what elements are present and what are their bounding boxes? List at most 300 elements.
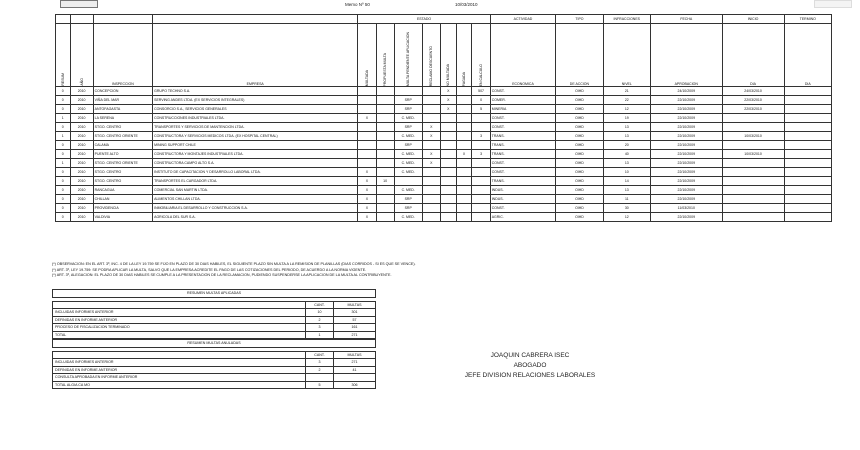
table-cell: INDUS. [490,195,556,204]
table-cell: 2010 [70,105,93,114]
summary-col-blank [53,301,306,309]
summary-row [53,331,376,339]
table-cell: 19 [603,114,650,123]
table-cell [472,159,490,168]
table-cell: 0 [56,204,71,213]
footnote: (*) OBSERVACION: EN EL ART. 3º, INC. 4 DE LA LEY 19.759 SE FIJO EN PLAZO DE 30 DIAS HABILES, EL SIGUIENTE PLAZO SIN MULTA A LA REMISION DE PLANILLAS (DIAS CORRIDOS - SI ES QUE SE VENCE). [52,262,416,266]
col-header-infracciones: INFRACCIONES [603,15,650,24]
table-cell: MINING SUPPORT CHILE [153,141,358,150]
table-cell [422,195,440,204]
table-cell [440,204,456,213]
table-cell [722,213,784,222]
table-cell: SRP [394,141,422,150]
table-cell: OIHD [556,204,603,213]
table-cell: OIHD [556,159,603,168]
table-cell: OIHD [556,96,603,105]
table-cell: SERVING ANDES LTDA. (EX SERVICIOS INTEGRALES) [153,96,358,105]
table-cell: 1 [56,114,71,123]
table-cell [456,132,472,141]
table-cell: 2010 [70,159,93,168]
table-cell [784,114,831,123]
summary-cell: 2 [306,316,334,324]
col-header [153,15,358,24]
table-cell [422,213,440,222]
table-cell: ANTOFAGASTA [93,105,152,114]
summary-row [53,366,376,374]
table-cell [422,168,440,177]
table-cell: 21 [603,87,650,96]
table-cell: 13 [603,132,650,141]
header-mark [814,0,852,8]
table-cell [440,195,456,204]
table-cell [784,195,831,204]
table-cell: 2010 [70,204,93,213]
table-cell: 2010 [70,123,93,132]
table-cell [440,186,456,195]
table-cell: 10 [603,168,650,177]
table-cell [472,141,490,150]
subheader-dia-termino: DIA [784,24,831,87]
table-cell [784,204,831,213]
table-cell: STGO. CENTRO ORIENTE [93,132,152,141]
table-cell: TRANS. [490,150,556,159]
summary-row [53,316,376,324]
col-header-fecha: FECHA [650,15,722,24]
table-cell: X [422,159,440,168]
table-cell: 1 [56,132,71,141]
table-cell: OIHD [556,195,603,204]
summary-cell: 3 [306,359,334,367]
table-cell [456,204,472,213]
table-cell: C. MED. [394,213,422,222]
table-cell [722,186,784,195]
table-cell: 0 [56,123,71,132]
table-cell: C. MED. [394,168,422,177]
summary-applied-title: RESUMEN MULTAS APLICADAS [53,290,376,298]
table-cell [358,159,376,168]
table-cell: C. MED. [394,150,422,159]
table-cell: GRUPO TECHNO S.A. [153,87,358,96]
table-cell: OIHD [556,177,603,186]
table-cell [784,96,831,105]
table-cell [376,114,394,123]
table-cell [422,105,440,114]
table-cell: 22/10/2009 [650,105,722,114]
table-cell [456,96,472,105]
summary-cell: 301 [334,309,376,317]
table-cell [784,168,831,177]
summary-row [53,381,376,389]
table-cell: CONST. [490,114,556,123]
summary-cell: 57 [334,316,376,324]
table-cell [784,159,831,168]
table-cell: TRANS. [490,141,556,150]
table-cell [784,150,831,159]
table-cell: OIHD [556,186,603,195]
subheader-nivel: NIVEL [603,24,650,87]
table-cell: SRP [394,204,422,213]
table-cell: 2010 [70,213,93,222]
table-cell: STGO. CENTRO [93,123,152,132]
estado-group-header: ESTADO [358,15,490,24]
table-row [56,114,832,123]
table-cell [456,186,472,195]
summary-cell: PROCESO DE FISCALIZACION TERMINADO [53,324,306,332]
table-row [56,141,832,150]
table-cell: 40 [603,150,650,159]
table-cell: AGRICOLA DEL SUR S.A. [153,213,358,222]
table-cell: 0 [56,213,71,222]
memo-date: 10/03/2010 [455,2,478,7]
table-cell [472,195,490,204]
table-cell: CALAMA [93,141,152,150]
table-cell: 0 [56,168,71,177]
table-cell [456,105,472,114]
summary-col-multas: MULTAS [334,351,376,359]
table-cell [422,186,440,195]
table-cell: 24/10/2009 [650,87,722,96]
subheader-ano: AÑO [70,24,93,87]
table-cell: 22/10/2009 [650,114,722,123]
table-cell [784,141,831,150]
table-cell [784,105,831,114]
signer-name: JOAQUIN CABRERA ISEC [490,352,570,359]
col-header [93,15,152,24]
table-cell [456,123,472,132]
subheader-inspeccion: INSPECCION [93,24,152,87]
table-cell: AGRIC. [490,213,556,222]
footnote: (*) ART. 3º, LEY 19.759: SE PODRA APLICAR LA MULTA, SALVO QUE LA EMPRESA ACREDITE EL PAGO DE LAS COTIZACIONES DEL PERIODO, DE ACUERDO A LA NORMA VIGENTE. [52,267,367,272]
summary-cell: 41 [334,366,376,374]
table-cell [784,132,831,141]
table-cell: 22/10/2009 [650,141,722,150]
table-cell: 22/10/2009 [650,96,722,105]
table-cell: STGO. CENTRO ORIENTE [93,159,152,168]
table-row [56,195,832,204]
table-cell: OIHD [556,132,603,141]
table-cell: OIHD [556,123,603,132]
table-cell: 22/03/2010 [722,105,784,114]
table-cell: X [358,168,376,177]
subheader-economica: ECONOMICA [490,24,556,87]
table-cell [376,123,394,132]
table-cell: OIHD [556,213,603,222]
col-header-termino: TERMINO [784,15,831,24]
signer-title: ABOGADO [513,362,547,369]
table-cell [422,141,440,150]
table-cell [422,204,440,213]
table-cell [456,87,472,96]
col-header [56,15,71,24]
table-cell [456,114,472,123]
table-cell [358,87,376,96]
col-header-inicio: INICIO [722,15,784,24]
summary-cell: DEFINIDAS EN INFORME ANTERIOR [53,316,306,324]
table-cell: 22/10/2009 [650,159,722,168]
table-cell: 13 [603,186,650,195]
table-cell: SRP [394,123,422,132]
table-cell: OIHD [556,150,603,159]
table-cell: 22 [603,96,650,105]
col-header-actividad: ACTIVIDAD [490,15,556,24]
organization-logo [60,0,98,8]
table-cell: X [358,195,376,204]
col-header [70,15,93,24]
table-cell: 30 [603,204,650,213]
table-cell [376,96,394,105]
table-cell: C. MED. [394,132,422,141]
table-cell [440,159,456,168]
table-row [56,204,832,213]
table-header-row [56,15,832,24]
table-cell: 2010 [70,177,93,186]
table-cell: 5 [472,105,490,114]
table-cell [722,141,784,150]
table-cell: LA SERENA [93,114,152,123]
table-cell: 14 [603,177,650,186]
summary-annulled-title: RESUMEN MULTAS ANULADAS [53,340,376,348]
table-cell: VIÑA DEL MAR [93,96,152,105]
table-cell [440,168,456,177]
subheader-pendiente: MULTA PENDIENTE APLICACION [394,24,422,87]
table-cell [376,204,394,213]
table-cell [472,213,490,222]
table-cell [456,168,472,177]
summary-cell: 271 [334,359,376,367]
table-cell: STGO. CENTRO [93,168,152,177]
table-cell [456,213,472,222]
table-cell [358,105,376,114]
table-cell [784,177,831,186]
table-cell [456,141,472,150]
summary-cell: 271 [334,331,376,339]
table-cell: MINERIA [490,105,556,114]
table-cell: X [440,96,456,105]
table-cell: 0 [56,96,71,105]
table-cell: CONST. [490,123,556,132]
table-cell: SRP [394,195,422,204]
summary-cell: TOTAL [53,331,306,339]
table-cell [376,159,394,168]
summary-cell: DEFINIDAS EN INFORME ANTERIOR [53,366,306,374]
table-cell [784,213,831,222]
table-cell: 2010 [70,195,93,204]
table-cell: 2010 [70,87,93,96]
table-cell: ALIMENTOS CHILLAN LTDA. [153,195,358,204]
table-cell [376,168,394,177]
table-cell: 1 [56,159,71,168]
table-cell: CHILLAN [93,195,152,204]
table-cell [472,177,490,186]
summary-col-cant: CANT. [306,301,334,309]
summary-row [53,359,376,367]
table-cell [358,150,376,159]
table-cell: 22/10/2009 [650,177,722,186]
table-cell: 0 [56,150,71,159]
table-cell: OIHD [556,141,603,150]
table-cell: CONST. [490,159,556,168]
table-cell: 0 [56,105,71,114]
table-cell [358,96,376,105]
table-cell: OIHD [556,105,603,114]
table-cell [376,150,394,159]
summary-cell: TOTAL ALGIA CA MO [53,381,306,389]
subheader-en-calculo: EN CALCULO [472,24,490,87]
table-cell [472,123,490,132]
table-cell: PROVIDENCIA [93,204,152,213]
summary-col-blank [53,351,306,359]
summary-cell: 3 [306,324,334,332]
summary-cell: INCLUIDAS INFORMES ANTERIOR [53,309,306,317]
summary-cell: 10 [306,309,334,317]
summary-cell: INCLUIDAS INFORMES ANTERIOR [53,359,306,367]
table-cell [722,195,784,204]
summary-row [53,374,376,382]
table-cell: X [358,177,376,186]
table-cell [394,87,422,96]
table-cell [722,114,784,123]
table-cell: 12 [603,213,650,222]
table-cell: 22/10/2009 [650,213,722,222]
table-cell: TRANSPORTES EL CARGADOR LTDA. [153,177,358,186]
table-cell: PUENTE ALTO [93,150,152,159]
table-row [56,177,832,186]
table-cell [422,177,440,186]
table-cell [784,123,831,132]
subheader-no-multada: NO MULTADA [440,24,456,87]
table-cell: 2010 [70,150,93,159]
table-cell [422,87,440,96]
table-cell [358,123,376,132]
signer-position: JEFE DIVISION RELACIONES LABORALES [464,372,596,379]
table-cell: X [358,114,376,123]
table-cell [376,213,394,222]
table-cell: 13 [603,123,650,132]
col-header-tipo: TIPO [556,15,603,24]
table-cell [440,213,456,222]
table-cell: 10/03/2010 [722,150,784,159]
summary-cell [334,374,376,382]
table-cell [456,159,472,168]
table-cell: C. MED. [394,186,422,195]
table-cell [422,114,440,123]
table-cell [376,87,394,96]
summary-cell: 2 [306,366,334,374]
table-cell [376,141,394,150]
summary-col-multas: MULTAS [334,301,376,309]
table-cell: 22/03/2010 [722,96,784,105]
table-cell: 22/10/2009 [650,168,722,177]
table-cell: 10/03/2010 [722,132,784,141]
table-cell [722,159,784,168]
table-cell [722,204,784,213]
table-cell: CONCEPCION [93,87,152,96]
table-cell: X [422,150,440,159]
summary-row [53,309,376,317]
fines-table [55,14,832,222]
table-cell: 24/03/2010 [722,87,784,96]
table-cell [722,177,784,186]
table-cell [784,186,831,195]
table-cell: STGO. CENTRO [93,177,152,186]
table-cell: 12 [603,105,650,114]
table-cell: X [422,123,440,132]
table-cell [440,177,456,186]
footnote: (*) ART. 3º, ALEGACION: EL PLAZO DE 30 DIAS HABILES SE CUMPLE A LA PRESENTACION DE LA RECLAMACION, PUDIENDO SUSPENDERSE LA APLICACION DE LA MULTA AL CONTRIBUYENTE. [52,273,392,277]
table-cell: CONST. [490,87,556,96]
table-row [56,132,832,141]
table-cell: 2010 [70,186,93,195]
subheader-empresa: EMPRESA [153,24,358,87]
table-cell [472,186,490,195]
subheader-dia-inicio: DIA [722,24,784,87]
table-cell [422,96,440,105]
table-cell [456,195,472,204]
table-cell: 0 [56,141,71,150]
table-cell: CONSTRUCTORA CAMPO ALTO S.A. [153,159,358,168]
table-cell [394,177,422,186]
table-cell: 2010 [70,132,93,141]
summary-row [53,324,376,332]
summary-col-cant: CANT. [306,351,334,359]
table-row [56,123,832,132]
table-cell: 2010 [70,141,93,150]
table-cell: CONSTRUCTORA Y MONTAJES INDUSTRIALES LTDA. [153,150,358,159]
table-cell [440,132,456,141]
table-cell: 11/03/2010 [650,204,722,213]
table-cell [472,204,490,213]
table-cell: INDUS. [490,186,556,195]
table-cell [472,114,490,123]
table-subheader-row [56,24,832,87]
subheader-multada: MULTADA [358,24,376,87]
table-cell: CONST. [490,168,556,177]
table-cell: 2010 [70,168,93,177]
table-cell [472,168,490,177]
subheader-resum: RESUM [56,24,71,87]
summary-cell: 5 [306,381,334,389]
table-cell [456,177,472,186]
table-cell: CONSTRUCTORA Y SERVICIOS MEDICOS LTDA. (EX HOSPITAL CENTRAL) [153,132,358,141]
summary-applied-table [52,289,376,339]
table-cell: 22/10/2009 [650,132,722,141]
memo-number: Memo Nº 50 [345,2,370,7]
table-cell: INMOBILIARIA EL DESARROLLO Y CONSTRUCCION S.A. [153,204,358,213]
table-cell: 0 [56,87,71,96]
summary-cell: 306 [334,381,376,389]
table-cell: OIHD [556,168,603,177]
summary-annulled-table [52,339,376,389]
table-cell: SRP [394,96,422,105]
table-cell: RANCAGUA [93,186,152,195]
table-cell: 3 [472,150,490,159]
table-cell: 22/10/2009 [650,123,722,132]
subheader-propuesta: PROPUESTA MULTA [376,24,394,87]
table-cell: 0 [56,195,71,204]
table-cell: TRANS. [490,177,556,186]
table-cell: X [440,105,456,114]
table-cell: TRANSPORTES Y SERVICIOS DE MANTENCION LTDA. [153,123,358,132]
table-cell: X [440,87,456,96]
subheader-de-accion: DE ACCION [556,24,603,87]
table-row [56,159,832,168]
table-cell: 3 [472,132,490,141]
table-cell: 2010 [70,114,93,123]
table-cell: 22/10/2009 [650,195,722,204]
table-cell: SRP [394,105,422,114]
table-row [56,168,832,177]
subheader-pagada: PAGADA [456,24,472,87]
